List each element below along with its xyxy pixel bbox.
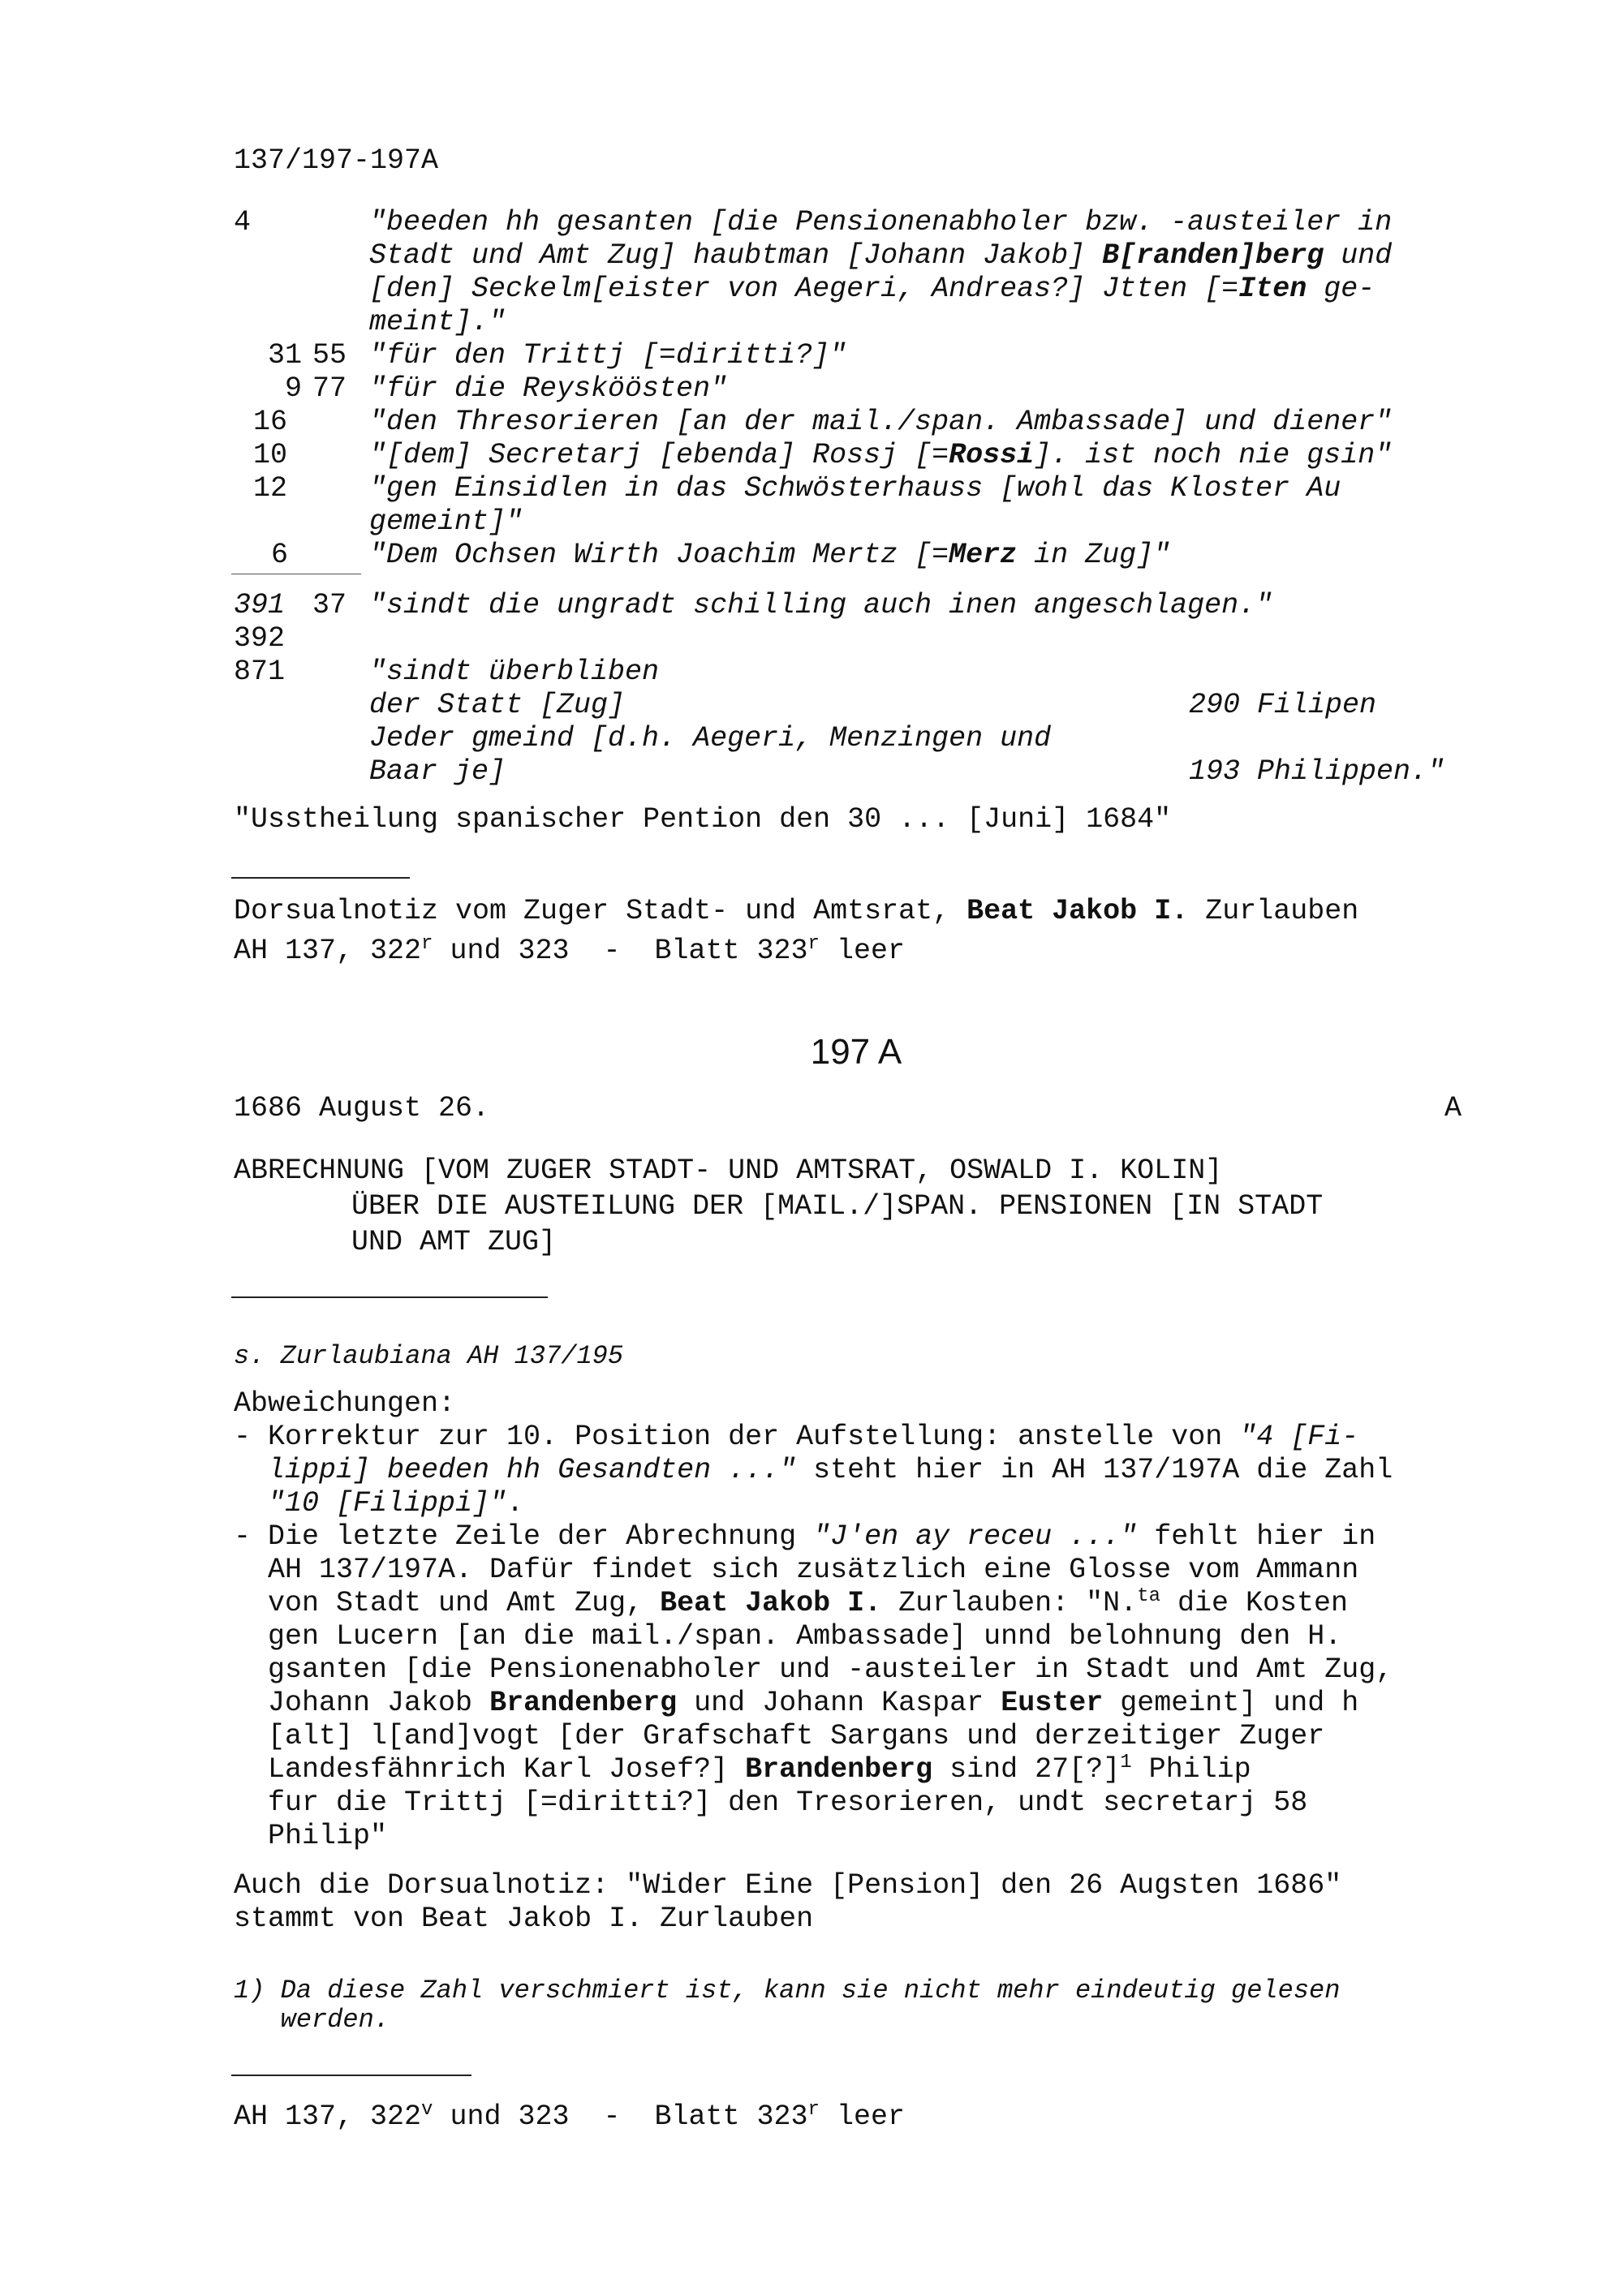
item-num: 6	[271, 539, 289, 571]
text-segment: ]. ist noch nie gsin"	[1034, 439, 1393, 471]
text-segment: Zurlauben: "N.	[881, 1587, 1138, 1619]
deviation-line	[234, 1587, 1348, 1620]
deviation-line: gen Lucern [an die mail./span. Ambassade] unnd belohnung den H.	[234, 1620, 1342, 1653]
item-text: "beeden hh gesanten [die Pensionenabholer bzw. -austeiler in	[369, 206, 1393, 239]
deviation-line: AH 137/197A. Dafür findet sich zusätzlich eine Glosse vom Ammann	[234, 1554, 1359, 1586]
name-highlight: Beat Jakob I.	[966, 895, 1189, 927]
text-segment: "[dem] Secretarj [ebenda] Rossj [=	[369, 439, 949, 471]
text-segment	[234, 1454, 268, 1486]
text-segment: [den] Seckelm[eister von Aegeri, Andreas?] Jtten [=	[369, 273, 1239, 305]
item-text: gemeint]"	[369, 505, 523, 538]
divider	[231, 877, 410, 879]
text-segment: .	[506, 1487, 524, 1520]
usstheilung-line: "Usstheilung spanischer Pention den 30 ... [Juni] 1684"	[234, 803, 1172, 836]
superscript: r	[807, 2099, 820, 2121]
sum-text: "sindt die ungradt schilling auch inen angeschlagen."	[369, 589, 1273, 621]
num-392: 392	[234, 622, 286, 655]
item-text	[369, 439, 1392, 472]
item-num2: 77	[312, 372, 347, 405]
deviation-line	[234, 1687, 1358, 1720]
rest-amount: 290 Filipen	[1189, 689, 1377, 721]
rest-line: Baar je]	[369, 755, 506, 788]
rest-line: der Statt [Zug]	[369, 689, 626, 721]
deviation-line	[234, 1487, 523, 1520]
archive-reference	[234, 2100, 905, 2134]
rest-line: Jeder gmeind [d.h. Aegeri, Menzingen und	[369, 722, 1052, 755]
text-segment: leer	[819, 2100, 905, 2133]
title-line: UND AMT ZUG]	[351, 1226, 557, 1258]
footnote: 1) Da diese Zahl verschmiert ist, kann sie nicht mehr eindeutig gelesen	[234, 1976, 1341, 2006]
item-num: 12	[253, 472, 288, 505]
text-segment: gemeint] und h	[1103, 1687, 1359, 1719]
deviation-line	[234, 1753, 1251, 1786]
text-segment: Philip	[1131, 1753, 1251, 1786]
quote: "J'en ay receu ..."	[813, 1520, 1138, 1553]
sum-num2: 37	[312, 589, 347, 621]
name-highlight: Beat Jakob I.	[660, 1587, 882, 1619]
item-text	[369, 239, 1392, 273]
item-text: "gen Einsidlen in das Schwösterhauss [wohl das Kloster Au	[369, 472, 1341, 505]
title-line: ABRECHNUNG [VOM ZUGER STADT- UND AMTSRAT, OSWALD I. KOLIN]	[234, 1154, 1223, 1187]
text-segment: steht hier in AH 137/197A die Zahl	[796, 1454, 1393, 1486]
item-num: 31	[267, 339, 302, 372]
name-highlight: Iten	[1238, 273, 1307, 305]
name-highlight: Brandenberg	[489, 1687, 678, 1719]
text-segment: in Zug]"	[1017, 539, 1171, 571]
footnote: werden.	[234, 2005, 390, 2035]
title-line: ÜBER DIE AUSTEILUNG DER [MAIL./]SPAN. PENSIONEN [IN STADT	[351, 1190, 1324, 1223]
deviations-heading: Abweichungen:	[234, 1387, 456, 1420]
text-segment	[234, 1487, 268, 1520]
text-segment: Zurlauben	[1188, 895, 1359, 927]
name-highlight: Brandenberg	[745, 1753, 933, 1786]
text-segment: von Stadt und Amt Zug,	[234, 1587, 661, 1619]
text-segment: AH 137, 322	[234, 2100, 422, 2133]
text-segment: die Kosten	[1160, 1587, 1349, 1619]
text-segment: - Korrektur zur 10. Position der Aufstellung: anstelle von	[234, 1421, 1240, 1453]
quote: "10 [Filippi]"	[268, 1487, 507, 1520]
text-segment: leer	[819, 935, 905, 967]
name-highlight: Rossi	[949, 439, 1035, 471]
page-header: 137/197-197A	[234, 144, 439, 177]
superscript: v	[421, 2099, 433, 2121]
deviation-line	[234, 1520, 1375, 1554]
deviation-line	[234, 1454, 1393, 1487]
section-title: 197 A	[810, 1032, 902, 1072]
text-segment: ge-	[1307, 273, 1375, 305]
item-num: 9	[284, 372, 302, 405]
text-segment: und 323 - Blatt 323	[433, 935, 808, 967]
text-segment: Dorsualnotiz vom Zuger Stadt- und Amtsrat,	[234, 895, 967, 927]
text-segment: Stadt und Amt Zug] haubtman [Johann Jakob]	[369, 239, 1103, 272]
item-text: meint]."	[369, 306, 506, 338]
section-marker: A	[1444, 1092, 1462, 1124]
section-date: 1686 August 26.	[234, 1092, 490, 1124]
item-text	[369, 273, 1375, 306]
text-segment: AH 137, 322	[234, 935, 422, 967]
divider	[231, 2075, 471, 2076]
item-text: "für die Reysköösten"	[369, 372, 728, 405]
item-text: "den Thresorieren [an der mail./span. Ambassade] und diener"	[369, 406, 1393, 438]
reference: s. Zurlaubiana AH 137/195	[234, 1341, 624, 1371]
deviation-line: fur die Trittj [=diritti?] den Tresorieren, undt secretarj 58	[234, 1786, 1308, 1819]
rest-amount: 193 Philippen."	[1189, 755, 1445, 788]
text-segment: sind 27[?]	[932, 1753, 1121, 1786]
quote: lippi] beeden hh Gesandten ..."	[268, 1454, 797, 1486]
footnote-ref: 1	[1120, 1752, 1132, 1774]
item-text	[369, 539, 1170, 572]
dorsual-note-2: Auch die Dorsualnotiz: "Wider Eine [Pension] den 26 Augsten 1686"	[234, 1869, 1342, 1902]
rest-line: "sindt überbliben	[369, 656, 660, 688]
item-num: 16	[253, 406, 288, 438]
dorsual-note-2: stammt von Beat Jakob I. Zurlauben	[234, 1903, 814, 1935]
deviation-line: [alt] l[and]vogt [der Grafschaft Sargans und derzeitiger Zuger	[234, 1720, 1325, 1752]
text-segment: Landesfähnrich Karl Josef?]	[234, 1753, 746, 1786]
deviation-line	[234, 1421, 1358, 1454]
text-segment: Johann Jakob	[234, 1687, 490, 1719]
text-segment: "Dem Ochsen Wirth Joachim Mertz [=	[369, 539, 949, 571]
superscript: ta	[1137, 1585, 1161, 1607]
dorsual-note	[234, 895, 1358, 928]
deviation-line: Philip"	[234, 1820, 388, 1852]
num-871: 871	[234, 656, 286, 688]
name-highlight: B[randen]berg	[1102, 239, 1324, 272]
text-segment: - Die letzte Zeile der Abrechnung	[234, 1520, 814, 1553]
deviation-line: gsanten [die Pensionenabholer und -austeiler in Stadt und Amt Zug,	[234, 1653, 1393, 1686]
superscript: r	[807, 933, 820, 955]
sum-num: 391	[234, 589, 286, 621]
item-num: 4	[234, 206, 252, 239]
name-highlight: Merz	[949, 539, 1018, 571]
superscript: r	[421, 933, 433, 955]
name-highlight: Euster	[1001, 1687, 1104, 1719]
quote: "4 [Fi-	[1239, 1421, 1359, 1453]
item-num2: 55	[312, 339, 347, 372]
archive-reference	[234, 935, 905, 968]
item-num: 10	[253, 439, 288, 471]
text-segment: und 323 - Blatt 323	[433, 2100, 808, 2133]
divider	[231, 1296, 548, 1298]
text-segment: fehlt hier in	[1137, 1520, 1376, 1553]
text-segment: und	[1324, 239, 1393, 272]
text-segment: und Johann Kaspar	[677, 1687, 1001, 1719]
item-text: "für den Trittj [=diritti?]"	[369, 339, 847, 372]
